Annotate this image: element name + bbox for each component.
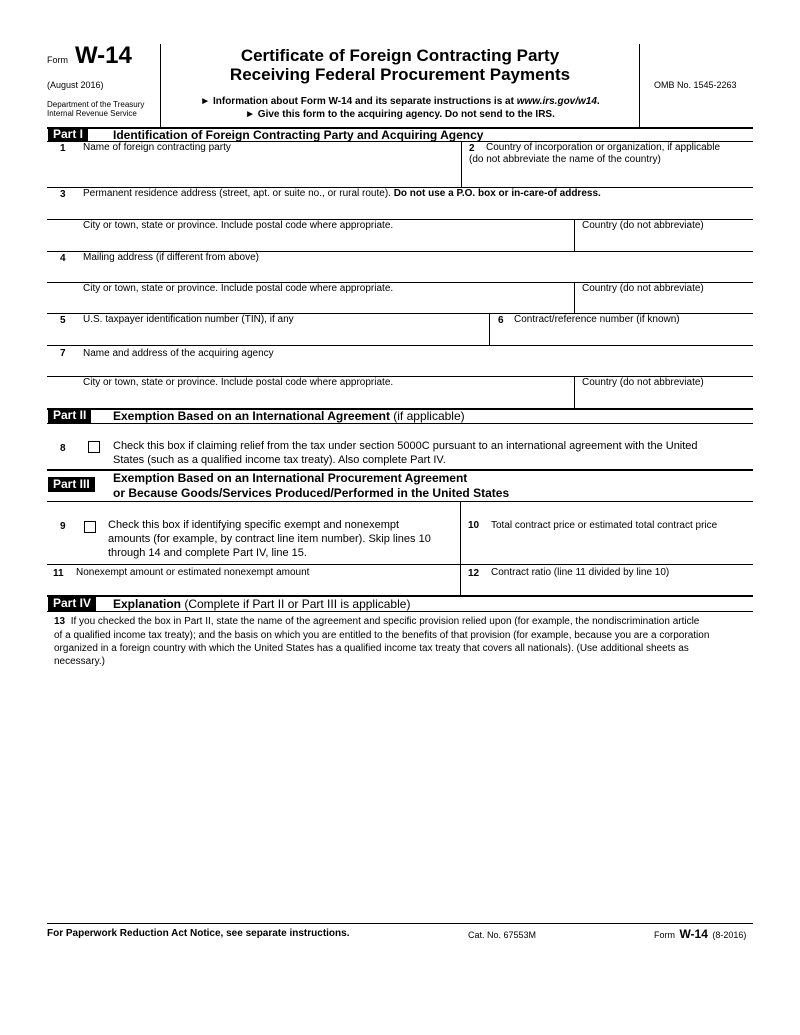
- line10-total-price-field[interactable]: [461, 502, 753, 564]
- part2-badge: Part II: [48, 408, 91, 423]
- line12-label: Contract ratio (line 11 divided by line 10): [491, 567, 670, 578]
- part2-title-rule: [47, 423, 753, 424]
- line4-country-field[interactable]: [575, 283, 753, 313]
- part3-title-line1-text: Exemption Based on an International Procurement Agreement: [113, 471, 468, 485]
- line7-number: 7: [60, 348, 66, 359]
- line7-country-label: Country (do not abbreviate): [582, 377, 704, 388]
- line13-text-c: organized in a foreign country with which the United States has a qualified income tax treaty that covers all nationals). (Use additional sheets as: [54, 643, 689, 654]
- line7-city-label: City or town, state or province. Include postal code where appropriate.: [83, 377, 394, 388]
- part4-title-bold: Explanation: [113, 597, 182, 611]
- department: Department of the Treasury: [47, 100, 145, 109]
- part1-title-text: Identification of Foreign Contracting Party and Acquiring Agency: [113, 128, 484, 142]
- line5-number: 5: [60, 315, 66, 326]
- line7-label: Name and address of the acquiring agency: [83, 348, 274, 359]
- part3-badge: Part III: [48, 477, 95, 492]
- line8-text-b: States (such as a qualified income tax treaty). Also complete Part IV.: [113, 454, 446, 466]
- line13-text-d: necessary.): [54, 656, 105, 667]
- line5-label: U.S. taxpayer identification number (TIN), if any: [83, 314, 294, 325]
- line12-number: 12: [468, 568, 480, 579]
- part2-title-bold: Exemption Based on an International Agreement: [113, 409, 390, 423]
- revision-date: (August 2016): [47, 80, 104, 90]
- line4-city-label: City or town, state or province. Include postal code where appropriate.: [83, 283, 394, 294]
- part2-title: [113, 409, 465, 423]
- part1-badge: Part I: [48, 127, 88, 142]
- line8-checkbox[interactable]: [88, 441, 100, 453]
- omb-number: OMB No. 1545-2263: [654, 80, 737, 90]
- line4-number: 4: [60, 253, 66, 264]
- footer-revision: (8-2016): [712, 930, 747, 940]
- line13-explanation-area[interactable]: [47, 612, 753, 922]
- footer-form-id: [654, 927, 746, 942]
- line13-text-b: of a qualified income tax treaty); and the basis on which you are entitled to the benefits of that provision (for example, because you are a corporation: [54, 630, 710, 641]
- line3-address-field[interactable]: [47, 188, 753, 219]
- line13-number: 13: [54, 616, 66, 627]
- form-number: W-14: [75, 42, 132, 69]
- line12-ratio-field[interactable]: [461, 565, 753, 595]
- line11-label: Nonexempt amount or estimated nonexempt amount: [76, 567, 310, 578]
- part4-title: [113, 597, 410, 611]
- line4-country-label: Country (do not abbreviate): [582, 283, 704, 294]
- form-header: [0, 0, 800, 128]
- part3-title-line2: [113, 486, 509, 500]
- service: Internal Revenue Service: [47, 109, 137, 118]
- line6-number: 6: [498, 315, 504, 326]
- paperwork-notice: For Paperwork Reduction Act Notice, see separate instructions.: [47, 928, 350, 939]
- line2-label-b: (do not abbreviate the name of the country): [469, 154, 661, 165]
- line13-text-a: If you checked the box in Part II, state the name of the agreement and specific provision relied upon (for example, the nondiscrimination article: [70, 616, 700, 627]
- line13-text-line1: [54, 615, 699, 628]
- line11-nonexempt-field[interactable]: [47, 565, 460, 595]
- line8-number: 8: [60, 443, 66, 454]
- part2-title-rest: (if applicable): [389, 409, 465, 423]
- header-divider-left: [160, 44, 161, 128]
- line3-country-label: Country (do not abbreviate): [582, 220, 704, 231]
- line7-agency-field[interactable]: [47, 346, 753, 376]
- info-line-1-prefix: ► Information about Form W-14 and its separate instructions is at: [200, 96, 517, 107]
- line3-city-field[interactable]: [47, 220, 573, 251]
- line7-city-field[interactable]: [47, 377, 573, 408]
- form-title-line2: Receiving Federal Procurement Payments: [229, 65, 571, 84]
- line3-label-text: Permanent residence address (street, apt. or suite no., or rural route).: [83, 188, 394, 199]
- line1-number: 1: [60, 143, 66, 154]
- form-word: Form: [47, 55, 68, 65]
- line9-text-a: Check this box if identifying specific exempt and nonexempt: [108, 519, 400, 531]
- line2-number: 2: [469, 143, 475, 154]
- line3-label: [83, 188, 601, 200]
- part1-title: [113, 128, 483, 142]
- part3-title-line2-text: or Because Goods/Services Produced/Performed in the United States: [113, 486, 510, 500]
- info-line-2: ► Give this form to the acquiring agency. Do not send to the IRS.: [245, 109, 555, 120]
- line3-city-label: City or town, state or province. Include postal code where appropriate.: [83, 220, 394, 231]
- line4-label: Mailing address (if different from above): [83, 252, 260, 263]
- line1-name-field[interactable]: [47, 142, 461, 187]
- footer-form-number: W-14: [679, 927, 708, 941]
- info-line-1-suffix: .: [596, 96, 600, 107]
- cat-number: Cat. No. 67553M: [468, 930, 537, 940]
- part4-title-rest: (Complete if Part II or Part III is applicable): [181, 597, 411, 611]
- line9-checkbox[interactable]: [84, 521, 96, 533]
- line7-country-field[interactable]: [575, 377, 753, 408]
- line1-label: Name of foreign contracting party: [83, 142, 231, 153]
- part4-badge: Part IV: [48, 596, 96, 611]
- line2-country-field[interactable]: [462, 142, 753, 187]
- line11-number: 11: [53, 568, 64, 579]
- line10-number: 10: [468, 520, 480, 531]
- header-divider-right: [639, 44, 640, 128]
- form-title-line1: Certificate of Foreign Contracting Party: [240, 46, 560, 65]
- line8-text-a: Check this box if claiming relief from the tax under section 5000C pursuant to an international agreement with the United: [113, 440, 698, 452]
- line4-mailing-field[interactable]: [47, 252, 753, 282]
- part3-title-line1: [113, 471, 467, 485]
- line6-contract-field[interactable]: [490, 314, 753, 345]
- line9-text-b: amounts (for example, by contract line item number). Skip lines 10: [108, 533, 431, 545]
- line10-label: Total contract price or estimated total contract price: [491, 520, 718, 531]
- info-line-1: [162, 96, 638, 108]
- line6-label: Contract/reference number (if known): [514, 314, 680, 325]
- line9-text-c: through 14 and complete Part IV, line 15.: [108, 547, 307, 559]
- line2-label-a: Country of incorporation or organization, if applicable: [486, 142, 721, 153]
- line3-number: 3: [60, 189, 66, 200]
- line4-city-field[interactable]: [47, 283, 573, 313]
- line5-tin-field[interactable]: [47, 314, 488, 345]
- footer-form-word: Form: [654, 930, 675, 940]
- line9-number: 9: [60, 521, 66, 532]
- line3-label-bold: Do not use a P.O. box or in-care-of address.: [393, 188, 601, 199]
- line3-country-field[interactable]: [575, 220, 753, 251]
- footer-top-rule: [47, 923, 753, 924]
- irs-url-link[interactable]: www.irs.gov/w14: [516, 96, 597, 107]
